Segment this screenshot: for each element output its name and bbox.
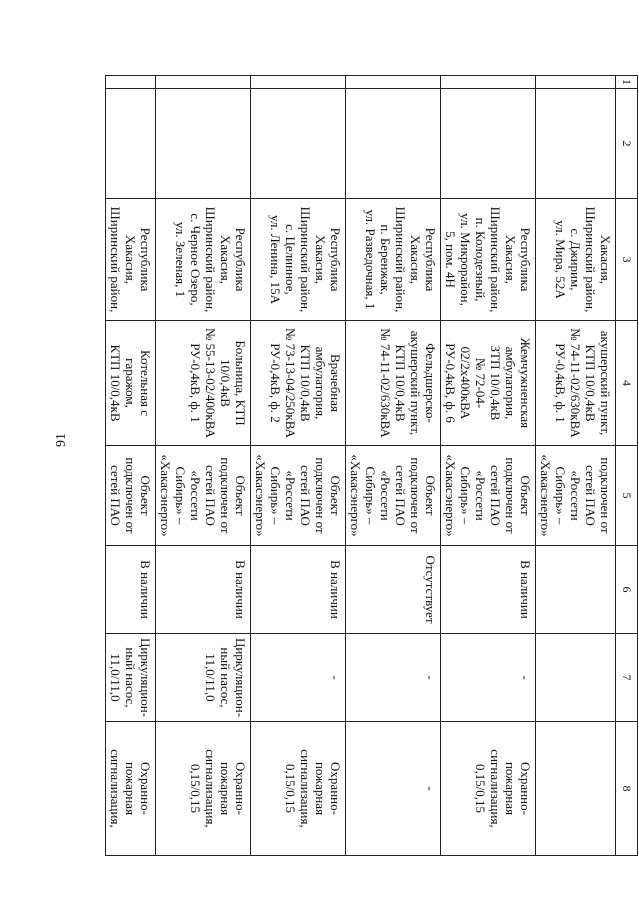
cell-alarm: Охранно- пожарная сигнализация, 0,15/0,15 [441,722,536,856]
cell-equipment: - [346,634,441,722]
cell-facility: Котельная с гаражом, КТП 10/0,4кВ [106,321,156,446]
col-header-1: 1 [616,76,638,89]
table-row [441,76,536,856]
cell-address: Республика Хакасия, Ширинский район, п. Колодезный, ул. Микрорайон, 5, пом. 4Н [441,199,536,321]
cell-availability: Отсутствует [346,546,441,634]
col-header-3: 3 [616,199,638,321]
header-row [616,76,638,856]
cell-availability [536,546,616,634]
cell-equipment: Циркуляцион- ный насос, 11,0/11,0 [106,634,156,722]
cell-col1 [156,76,251,89]
cell-col2 [251,89,346,199]
cell-address: Республика Хакасия, Ширинский район, с. Целинное, ул. Ленина, 15А [251,199,346,321]
cell-connection: Объект подключен от сетей ПАО «Россети Сибирь» – «Хакасэнерго» [156,446,251,546]
cell-alarm: Охранно- пожарная сигнализация, 0,15/0,15 [251,722,346,856]
cell-facility: Больница, КТП 10/0,4кВ № 55-13-02/400кВА РУ-0,4кВ, ф. 1 [156,321,251,446]
cell-address: Республика Хакасия, Ширинский район, [106,199,156,321]
col-header-8: 8 [616,722,638,856]
cell-col2 [156,89,251,199]
table-row [106,76,156,856]
table-row [536,76,616,856]
cell-facility: Врачебная амбулатория, КТП 10/0,4кВ № 73-13-04/250кВА РУ-0,4кВ, ф. 2 [251,321,346,446]
cell-facility: Фельдшерско- акушерский пункт, КТП 10/0,4кВ № 74-11-02/630кВА [346,321,441,446]
cell-col1 [251,76,346,89]
cell-alarm [536,722,616,856]
rotated-table-container [108,75,638,855]
cell-col2 [441,89,536,199]
cell-facility: акушерский пункт, КТП 10/0,4кВ № 74-11-02/630кВА РУ-0,4кВ, ф. 1 [536,321,616,446]
col-header-4: 4 [616,321,638,446]
cell-col2 [106,89,156,199]
cell-availability: В наличии [441,546,536,634]
cell-connection: Объект подключен от сетей ПАО «Россети Сибирь» – «Хакасэнерго» [251,446,346,546]
cell-alarm: Охранно- пожарная сигнализация, 0,15/0,15 [156,722,251,856]
cell-equipment: - [251,634,346,722]
cell-equipment: - [441,634,536,722]
cell-connection: Объект подключен от сетей ПАО [106,446,156,546]
data-table [105,75,638,856]
cell-alarm: Охранно- пожарная сигнализация, [106,722,156,856]
cell-facility: Жемчужненская амбулатория, ЗТП 10/0,4кВ № 72-04- 02/2х400кВА РУ-0,4кВ, ф. 6 [441,321,536,446]
col-header-6: 6 [616,546,638,634]
col-header-2: 2 [616,89,638,199]
cell-col2 [536,89,616,199]
cell-address: Республика Хакасия, Ширинский район, п. Беренжак, ул. Разведочная, 1 [346,199,441,321]
table-row [346,76,441,856]
cell-col2 [346,89,441,199]
cell-address: Республика Хакасия, Ширинский район, с. Черное Озеро, ул. Зеленая, 1 [156,199,251,321]
cell-connection: Объект подключен от сетей ПАО «Россети Сибирь» – «Хакасэнерго» [441,446,536,546]
cell-availability: В наличии [156,546,251,634]
cell-address: Хакасия, Ширинский район, с. Джирим, ул. Мира, 52А [536,199,616,321]
cell-alarm: - [346,722,441,856]
col-header-7: 7 [616,634,638,722]
cell-availability: В наличии [251,546,346,634]
cell-availability: В наличии [106,546,156,634]
page-number: 91 [54,433,69,447]
cell-col1 [106,76,156,89]
cell-connection: подключен от сетей ПАО «Россети Сибирь» – «Хакасэнерго» [536,446,616,546]
cell-col1 [346,76,441,89]
cell-col1 [536,76,616,89]
cell-connection: Объект подключен от сетей ПАО «Россети Сибирь» – «Хакасэнерго» [346,446,441,546]
col-header-5: 5 [616,446,638,546]
table-row [156,76,251,856]
cell-col1 [441,76,536,89]
cell-equipment: Циркуляцион- ный насос, 11,0/11,0 [156,634,251,722]
table-row [251,76,346,856]
cell-equipment [536,634,616,722]
